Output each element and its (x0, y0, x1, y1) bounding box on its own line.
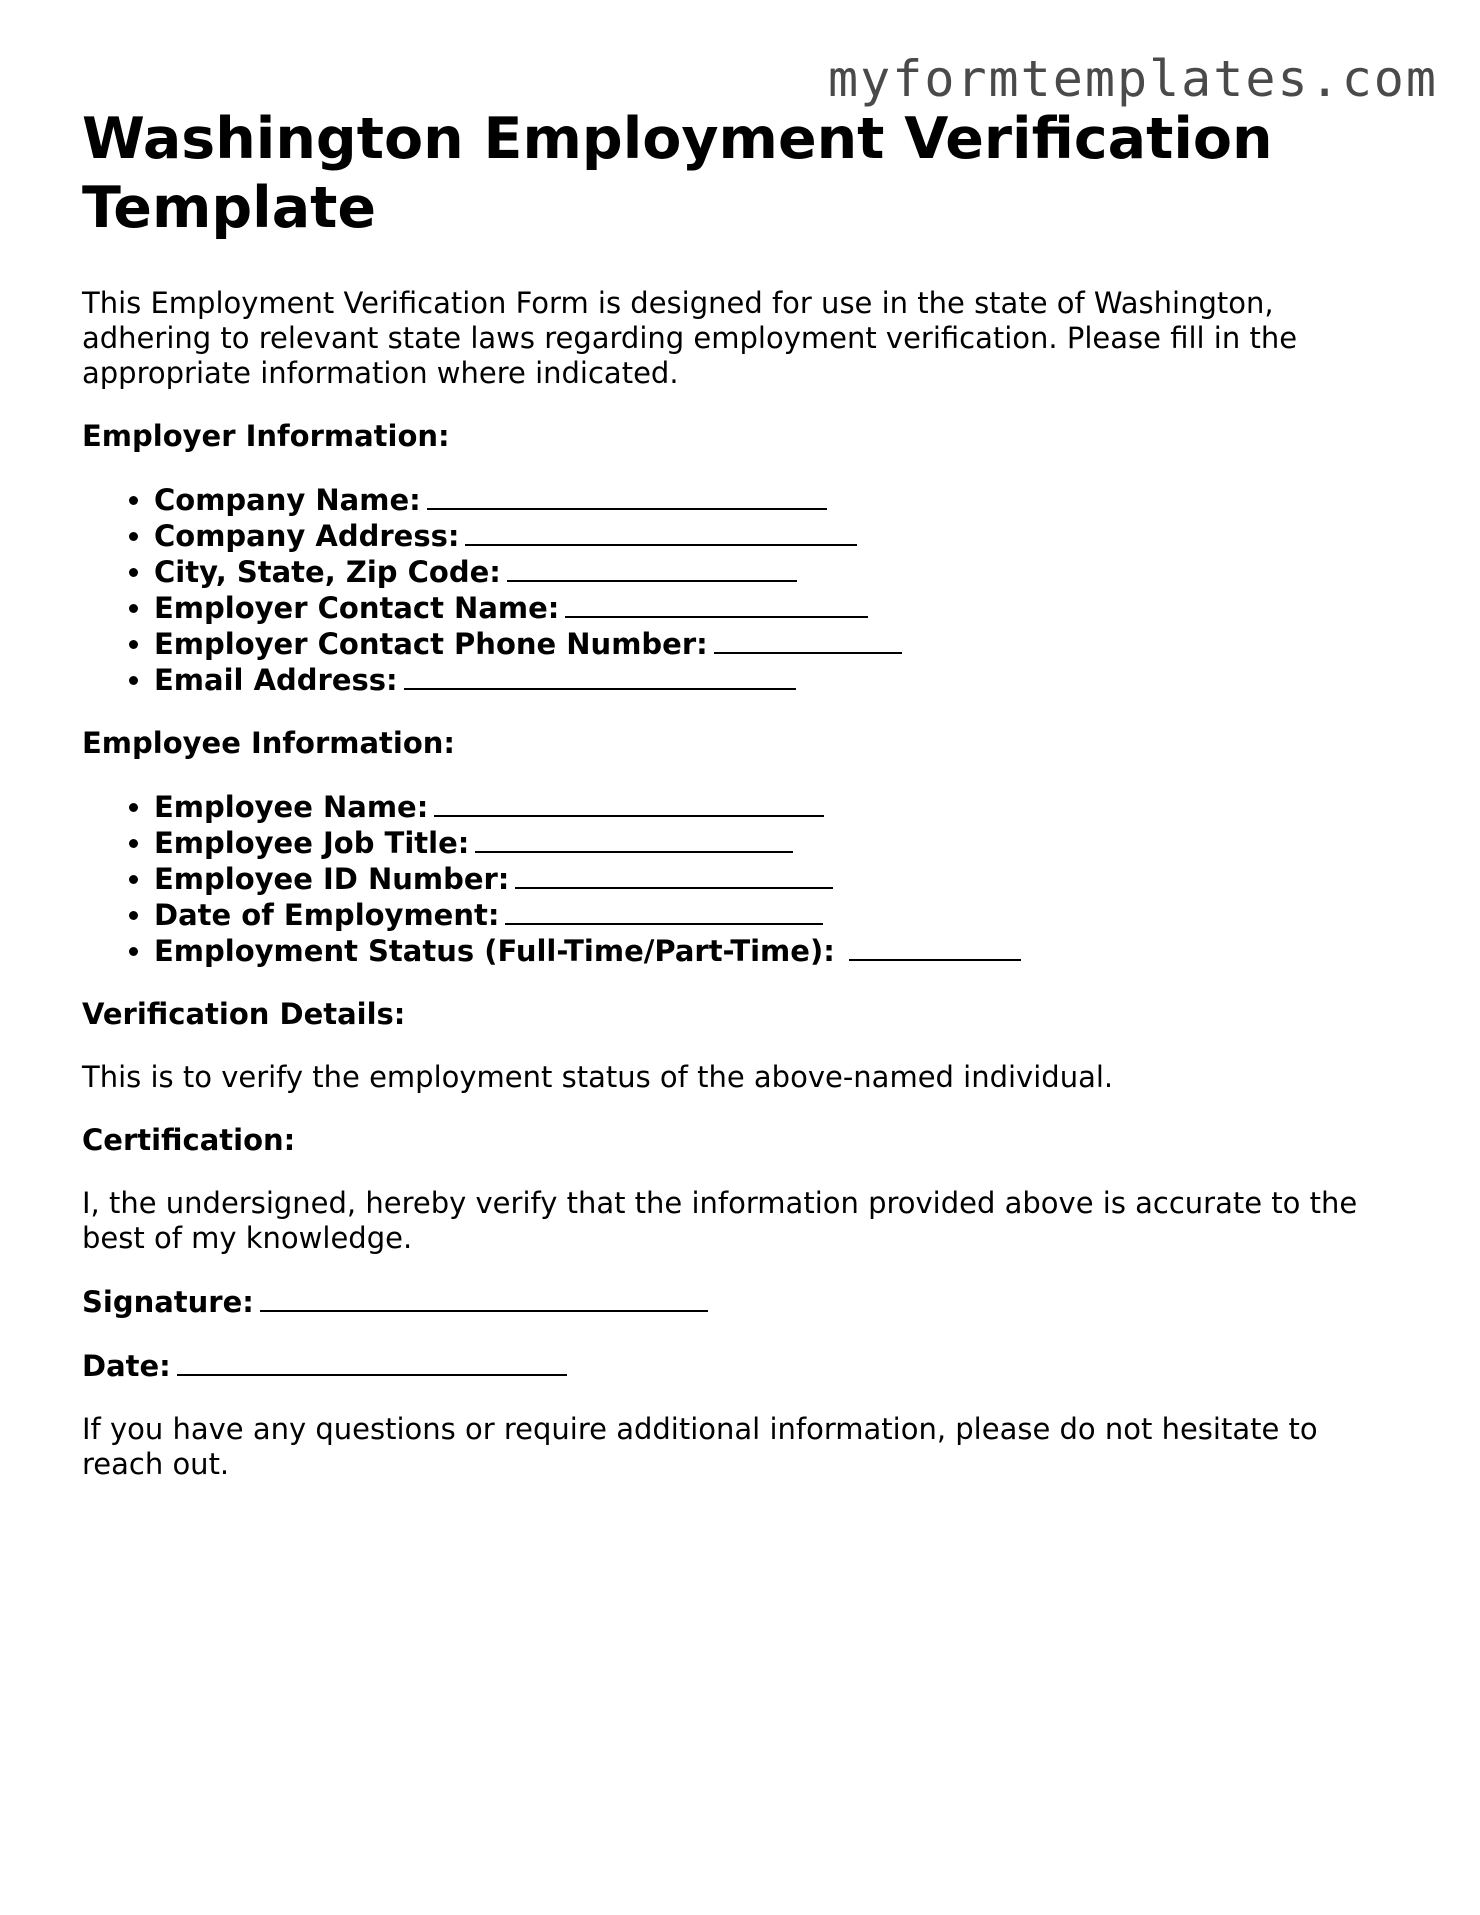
verification-text: This is to verify the employment status of the above-named individual. (82, 1060, 1114, 1094)
field-company-address (154, 518, 1382, 554)
intro-paragraph: This Employment Verification Form is designed for use in the state of Washington, adhering to relevant state laws regarding employment verification. Please fill in the appropriate information where indicated. (82, 286, 1298, 390)
field-label: Company Name: (154, 483, 421, 517)
employee-id-number-blank[interactable] (515, 861, 833, 889)
date-label: Date: (82, 1349, 171, 1383)
field-label: Employee Job Title: (154, 826, 470, 860)
email-address-blank[interactable] (404, 662, 796, 690)
employment-status-blank[interactable] (849, 933, 1021, 961)
signature-label: Signature: (82, 1285, 254, 1319)
form-document (82, 105, 1382, 1482)
date-row (82, 1348, 1382, 1384)
field-employer-contact-name (154, 590, 1382, 626)
field-label: Employee ID Number: (154, 862, 510, 896)
watermark: myformtemplates.com (828, 50, 1438, 108)
employee-job-title-blank[interactable] (475, 825, 793, 853)
field-employer-contact-phone (154, 626, 1382, 662)
field-employee-id-number (154, 861, 1382, 897)
field-city-state-zip (154, 554, 1382, 590)
field-label: Company Address: (154, 519, 460, 553)
page-title: Washington Employment Verification Template (82, 106, 1273, 241)
signature-row (82, 1284, 1382, 1320)
field-email-address (154, 662, 1382, 698)
field-label: Employer Contact Phone Number: (154, 627, 708, 661)
employer-fields-list (82, 482, 1382, 698)
company-address-blank[interactable] (465, 518, 857, 546)
field-employee-job-title (154, 825, 1382, 861)
employer-contact-phone-blank[interactable] (714, 626, 902, 654)
field-label: Date of Employment: (154, 898, 500, 932)
employee-section-heading: Employee Information: (82, 726, 456, 760)
city-state-zip-blank[interactable] (507, 554, 797, 582)
field-label: City, State, Zip Code: (154, 555, 501, 589)
certification-section-heading: Certification: (82, 1123, 296, 1157)
certification-text: I, the undersigned, hereby verify that the information provided above is accurate to the best of my knowledge. (82, 1186, 1358, 1255)
date-of-employment-blank[interactable] (505, 897, 823, 925)
closing-paragraph: If you have any questions or require additional information, please do not hesitate to reach out. (82, 1412, 1318, 1481)
date-blank[interactable] (177, 1348, 567, 1376)
field-date-of-employment (154, 897, 1382, 933)
employer-contact-name-blank[interactable] (565, 590, 868, 618)
employer-section-heading: Employer Information: (82, 419, 450, 453)
field-label: Employment Status (Full-Time/Part-Time): (154, 934, 835, 968)
field-label: Employee Name: (154, 790, 429, 824)
field-label: Employer Contact Name: (154, 591, 560, 625)
field-label: Email Address: (154, 663, 398, 697)
field-employee-name (154, 789, 1382, 825)
employee-fields-list (82, 789, 1382, 969)
signature-blank[interactable] (260, 1284, 708, 1312)
field-employment-status (154, 933, 1382, 969)
field-company-name (154, 482, 1382, 518)
verification-section-heading: Verification Details: (82, 997, 406, 1031)
employee-name-blank[interactable] (434, 789, 824, 817)
company-name-blank[interactable] (427, 482, 827, 510)
